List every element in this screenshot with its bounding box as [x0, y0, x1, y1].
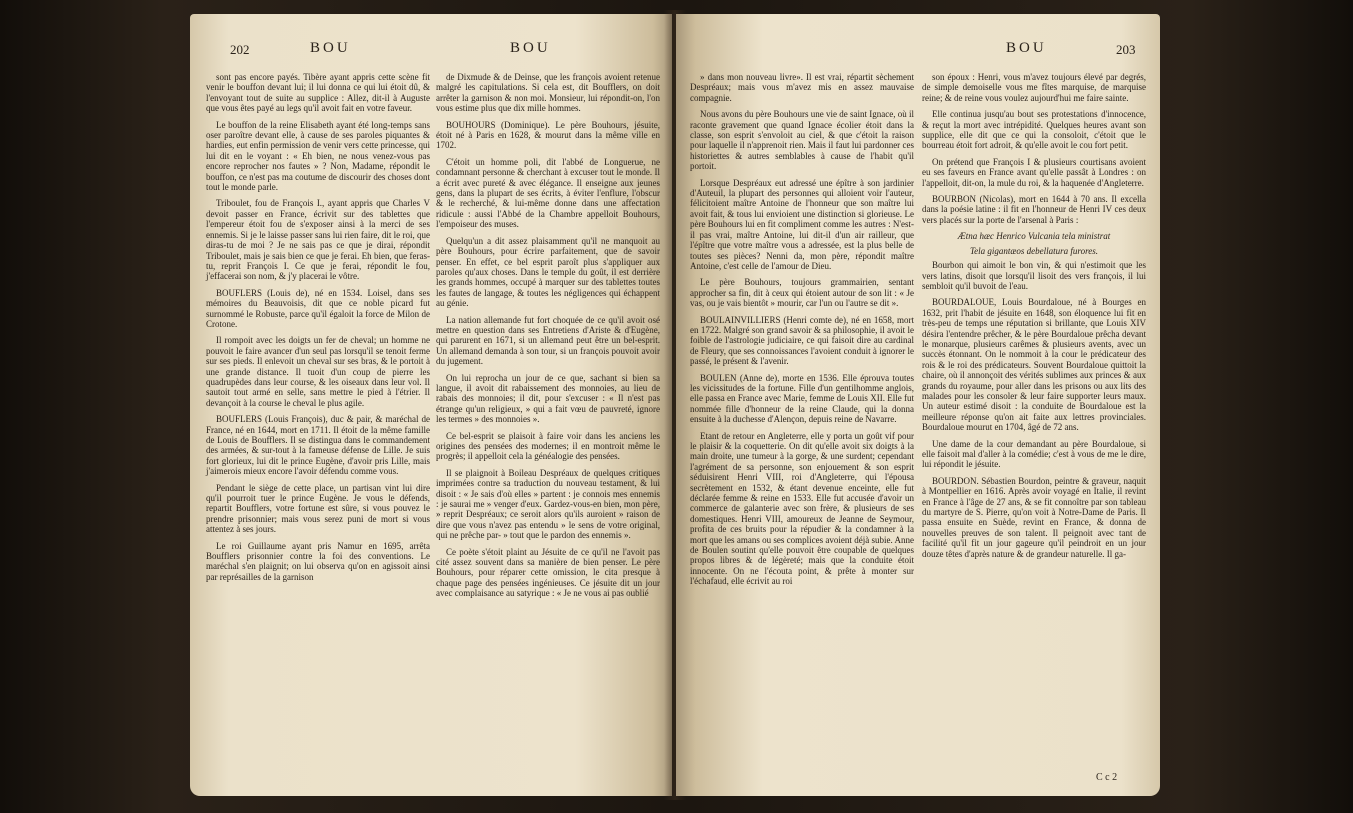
- paragraph: » dans mon nouveau livre». Il est vrai, répartit sèchement Despréaux; mais vous m'avez mis en assez mauvaise compagnie.: [690, 72, 914, 103]
- right-page: [676, 14, 1160, 796]
- paragraph: Tela gigantæos debellatura furores.: [969, 245, 1098, 256]
- paragraph: La nation allemande fut fort choquée de ce qu'il avoit osé mettre en question dans ses Entretiens d'Ariste & d'Eugène, qui parurent en 1671, si un allemand peut être un bel-esprit. Un allemand demanda à son tour, si un françois pouvoit avoir du jugement.: [436, 314, 660, 367]
- running-head-right: BOU: [1006, 40, 1047, 56]
- paragraph: Le roi Guillaume ayant pris Namur en 1695, arrêta Boufflers prisonnier contre la foi des conventions. Le maréchal s'en plaignit; on lui observa qu'on en agissoit ainsi par représailles de la garnison: [206, 540, 430, 582]
- paragraph: Il se plaignoit à Boileau Despréaux de quelques critiques imprimées contre sa traduction du nouveau testament, & lui disoit : « Je sais d'où elles » partent : je connois mes ennemis : je saurai me » venger d'eux. Gardez-vous-en bien, mon père, » reprit Despréaux; ce seroit alors qu'ils auroient » raison de dire que vous n'avez pas entendu » le sens de votre original, qui ne prêche par- » tout que le pardon des ennemis ».: [436, 467, 660, 541]
- right-column-2: [922, 72, 1146, 565]
- paragraph: Une dame de la cour demandant au père Bourdaloue, si elle faisoit mal d'aller à la comédie; c'est à vous de me le dire, lui répondit le jésuite.: [922, 438, 1146, 470]
- paragraph: BOURBON (Nicolas), mort en 1644 à 70 ans. Il excella dans la poésie latine : il fit en l'honneur de Henri IV ces deux vers placés sur la porte de l'arsenal à Paris :: [922, 194, 1146, 225]
- paragraph: BOURDON. Sébastien Bourdon, peintre & graveur, naquit à Montpellier en 1616. Après avoir voyagé en Italie, il revint en France à l'âge de 27 ans, & se fit connoître par son tableau du martyre de S. Pierre, qu'on voit à Notre-Dame de Paris. Il passa ensuite en Suède, revint en France, & donna de nouvelles preuves de son talent. Il peignoit avec tant de facilité qu'il fit un jour gageure qu'il peindroit en un jour douze têtes d'après nature & de grandeur naturelle. Il ga-: [922, 475, 1146, 559]
- paragraph: BOULAINVILLIERS (Henri comte de), né en 1658, mort en 1722. Malgré son grand savoir & sa philosophie, il avoit le foible de l'astrologie judiciaire, ce qui faisoit dire au cardinal de Fleury, que ses connoissances l'avoient conduit à ignorer le passé, le présent & l'avenir.: [690, 314, 914, 367]
- paragraph: de Dixmude & de Deinse, que les françois avoient retenue malgré les capitulations. Si cela est, dit Boufflers, on doit arrêter la garnison & non moi. Monsieur, lui répondit-on, l'on vous estime plus que dix mille hommes.: [436, 72, 660, 114]
- paragraph: Bourbon qui aimoit le bon vin, & qui n'estimoit que les vers latins, disoit que lorsqu'il lisoit des vers françois, il lui sembloit qu'il buvoit de l'eau.: [922, 260, 1146, 291]
- paragraph: C'étoit un homme poli, dit l'abbé de Longuerue, ne condamnant personne & cherchant à excuser tout le monde. Il a écrit avec pureté & avec élégance. Il enseigne aux jeunes gens, dans la plupart de ses écrits, à éviter l'enflure, l'obscur & le recherché, & lui-même donne dans une affectation ridicule : aussi l'Abbé de la Chambre appelloit Bouhours, l'empoiseur des muses.: [436, 156, 660, 230]
- paragraph: BOULEN (Anne de), morte en 1536. Elle éprouva toutes les vicissitudes de la fortune. Fille d'un gentilhomme anglois, elle passa en France avec Marie, femme de Louis XII. Elle fut nommée fille d'honneur de la reine Claude, qui la donna ensuite à la duchesse d'Alençon, depuis reine de Navarre.: [690, 372, 914, 425]
- paragraph: BOUFLERS (Louis François), duc & pair, & maréchal de France, né en 1644, mort en 1711. Il étoit de la même famille de Louis de Boufflers. Il se distingua dans le commandement des armées, & sur-tout à la fameuse défense de Lille. Je suis fort glorieux, lui dit le prince Eugène, d'avoir pris Lille, mais j'aimerois mieux encore l'avoir défendu comme vous.: [206, 414, 430, 477]
- paragraph: Pendant le siège de cette place, un partisan vint lui dire qu'il pourroit tuer le prince Eugène. Je vous le défends, repartit Boufflers, votre fortune est sûre, si vous pouvez le prendre prisonnier; mais vous serez puni de mort si vous attentez à ses jours.: [206, 482, 430, 535]
- paragraph: sont pas encore payés. Tibère ayant appris cette scène fit venir le bouffon devant lui; il lui donna ce qui lui étoit dû, & l'envoyant tout de suite au supplice : Allez, dit-il à Auguste que vous êtes payé au legs qu'il avoit fait en votre faveur.: [206, 72, 430, 114]
- left-column-1: [206, 72, 430, 588]
- running-head-left: BOU: [310, 40, 351, 56]
- paragraph: Etant de retour en Angleterre, elle y porta un goût vif pour le plaisir & la coquetterie. On dit qu'elle avoit six doigts à la main droite, une tumeur à la gorge, & une surdent; cependant l'agrément de sa personne, son enjouement & son esprit séduisirent Henri VIII, roi d'Angleterre, qui l'épousa secrètement en 1532, & étant devenue enceinte, elle fut déclarée femme & reine en 1533. Elle fut accusée d'avoir un commerce de galanterie avec son frère, & plusieurs de ses domestiques. Henri VIII, amoureux de Jeanne de Seymour, profita de ces bruits pour la répudier & la condamner à la mort que les amans ou ses complices avoient déjà subie. Anne de Boulen soutint qu'elle pouvoit être coupable de quelques propos libres & de légèreté; mais que la conduite étoit innocente. On ne l'écouta point, & prête à monter sur l'échafaud, elle écrivit au roi: [690, 430, 914, 587]
- paragraph: BOUHOURS (Dominique). Le père Bouhours, jésuite, étoit né à Paris en 1628, & mourut dans la même ville en 1702.: [436, 119, 660, 151]
- paragraph: On prétend que François I & plusieurs courtisans avoient eu ses faveurs en France avant qu'elle passât à Londres : on l'appelloit, dit-on, la mule du roi, & la haquenée d'Angleterre.: [922, 156, 1146, 188]
- left-page: [190, 14, 672, 796]
- paragraph: Nous avons du père Bouhours une vie de saint Ignace, où il raconte gravement que quand Ignace écolier étoit dans la classe, son esprit s'envoloit au ciel, & que c'étoit la raison pour laquelle il n'apprenoit rien. Mais il faut lui pardonner ces historiettes & autres semblables à cause de l'habit qu'il portoit.: [690, 109, 914, 172]
- signature-mark: C c 2: [1096, 772, 1118, 783]
- paragraph: Le bouffon de la reine Elisabeth ayant été long-temps sans oser paroître devant elle, à cause de ses paroles piquantes & hardies, eut enfin permission de venir vers cette princesse, qui lui dit en le voyant : « Eh bien, ne nous venez-vous pas encore reprocher nos fautes » ? Non, Madame, répondit le bouffon, ce n'est pas ma coutume de discourir des choses dont tout le monde parle.: [206, 119, 430, 193]
- paragraph: Ce poète s'étoit plaint au Jésuite de ce qu'il ne l'avoit pas cité assez souvent dans sa manière de bien penser. Le père Bouhours, pour réparer cette omission, le cita presque à chaque page des pensées ingénieuses. Ce jésuite dit un jour avec complaisance au satyrique : « Je ne vous ai pas oublié: [436, 546, 660, 599]
- running-head-left-2: BOU: [510, 40, 551, 56]
- paragraph: Ce bel-esprit se plaisoit à faire voir dans les anciens les origines des pensées des modernes; il en montroit même le progrès; il appelloit cela la généalogie des pensées.: [436, 430, 660, 462]
- paragraph: Quelqu'un a dit assez plaisamment qu'il ne manquoit au père Bouhours, pour écrire parfaitement, que de savoir penser. En effet, ce bel esprit paroît plus s'appliquer aux paroles qu'aux choses. Dans le temple du goût, il est derrière les grands hommes, occupé à marquer sur des tablettes toutes les fautes de langage, & toutes les négligences qui échappent au génie.: [436, 235, 660, 309]
- paragraph: BOUFLERS (Louis de), né en 1534. Loisel, dans ses mémoires du Beauvoisis, dit que ce noble picard fut surnommé le Robuste, parce qu'il égaloit la force de Milon de Crotone.: [206, 287, 430, 329]
- paragraph: Triboulet, fou de François I., ayant appris que Charles V devoit passer en France, écrivit sur des tablettes que l'empereur étoit fou de s'exposer ainsi à la merci de ses ennemis. Si je le laisse passer sans lui rien faire, dit le roi, que diras-tu de moi ? Je ne sais pas ce que je dirai, répondit Triboulet, mais je sais bien ce que je ferai. Eh bien, que feras-tu, reprit François I. Ce que je ferai, répondit le fou, j'effacerai son nom, & j'y placerai le vôtre.: [206, 198, 430, 282]
- right-column-1: [690, 72, 914, 593]
- paragraph: Il rompoit avec les doigts un fer de cheval; un homme ne pouvoit le faire avancer d'un seul pas lorsqu'il se tenoit ferme sur ses pieds. Il enlevoit un cheval sur ses bras, & le portoit à une grande distance. Il tuoit d'un coup de pierre les quadrupèdes dans leur course, & les oiseaux dans leur vol. Il sautoit tout armé en selle, sans mettre le pied à l'étrier. Il devançoit à la course le cheval le plus agile.: [206, 335, 430, 408]
- paragraph: Lorsque Despréaux eut adressé une épître à son jardinier d'Auteuil, la plupart des personnes qui alloient voir l'auteur, félicitoient maître Antoine de l'honneur que son maître lui avoit fait, & tous lui envioient une distinction si glorieuse. Le père Bouhours lui en fit compliment comme les autres : N'est-il pas vrai, maître Antoine, lui dit-il d'un air railleur, que l'épître que votre maître vous a adressée, est la plus belle de toutes ses pièces? Nenni da, mon père, répondit maître Antoine, c'est celle de l'amour de Dieu.: [690, 177, 914, 271]
- paragraph: BOURDALOUE, Louis Bourdaloue, né à Bourges en 1632, prit l'habit de jésuite en 1648, son éloquence lui fit en très-peu de temps une réputation si brillante, que Louis XIV désira l'entendre prêcher, & le père Bourdaloue prêcha devant le monarque, plusieurs carêmes & plusieurs avents, avec un succès étonnant. On le nommoit à la cour le prédicateur des rois & le roi des prédicateurs. Souvent Bourdaloue quittoit la chaire, où il annonçoit des vérités sublimes aux princes & aux grands du royaume, pour aller dans les prisons ou aux lits des malades pour les consoler & leur faire supporter leurs maux. Un auteur estimé disoit : la conduite de Bourdaloue est la meilleure réponse qu'on ait faite aux lettres provinciales. Bourdaloue mourut en 1704, âgé de 72 ans.: [922, 297, 1146, 433]
- page-number-left: 202: [230, 42, 250, 57]
- paragraph: Le père Bouhours, toujours grammairien, sentant approcher sa fin, dit à ceux qui étoient autour de son lit : « Je vas, ou je vais bientôt » mourir, car l'un ou l'autre se dit ».: [690, 277, 914, 309]
- paragraph: Elle continua jusqu'au bout ses protestations d'innocence, & reçut la mort avec intrépidité. Quelques heures avant son supplice, elle dit que ce qui la consoloit, c'étoit que le bourreau étoit fort adroit, & qu'elle avoit le cou fort petit.: [922, 109, 1146, 151]
- left-column-2: [436, 72, 660, 605]
- paragraph: son époux : Henri, vous m'avez toujours élevé par degrés, de simple demoiselle vous me fîtes marquise, de marquise reine; & de reine vous voulez aujourd'hui me faire sainte.: [922, 72, 1146, 103]
- page-number-right: 203: [1116, 42, 1136, 57]
- paragraph: Ætna hæc Henrico Vulcania tela ministrat: [957, 231, 1111, 242]
- paragraph: On lui reprocha un jour de ce que, sachant si bien sa langue, il avoit dit rabaissement des monnoies, au lieu de rabais des monnoies; il dit, pour s'excuser : « Il n'est pas étrange qu'un religieux, » qui a fait vœu de pauvreté, ignore les termes » des monnoies ».: [436, 372, 660, 425]
